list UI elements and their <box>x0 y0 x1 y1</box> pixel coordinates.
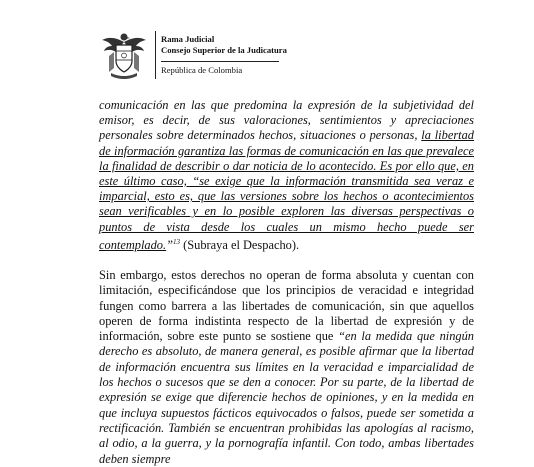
quote-text-2: la libertad de información garantiza las formas de comunicación en las que prevalece la finalidad de describir o dar noticia de lo acontecido. Es por ello que, en este último caso, “se exige que la información transmitida sea veraz e imparcial, esto es, que las versiones sobre los hechos o acontecimientos sean verificables y en lo posible exploren las diversas perspectivas o puntos de vista desde los cuales un mismo hecho puede ser contemplado. <box>99 128 474 252</box>
body-text-1: Sin embargo, estos derechos no operan de forma absoluta y cuentan con limitación, especificándose que los principios de veracidad e integridad fungen como barrera a las libertades de comunicación, sin que aquellos operen de forma indistinta respecto de la libertad de expresión y de información, sobre este punto se sostiene que <box>99 268 474 344</box>
country-name: República de Colombia <box>161 65 243 75</box>
footnote-ref: 13 <box>173 237 181 246</box>
quoted-paragraph <box>99 98 474 253</box>
quote-underlined-text <box>99 128 474 252</box>
header-divider-vertical <box>155 31 156 79</box>
institution-name <box>161 34 287 55</box>
body-paragraph <box>99 268 474 467</box>
institution-line-2: Consejo Superior de la Judicatura <box>161 44 287 55</box>
letterhead <box>99 28 299 80</box>
coat-of-arms-icon <box>99 28 149 80</box>
body-text-2-italic: “en la medida que ningún derecho es absoluto, de manera general, es posible afirmar que la libertad de información encuentra sus límites en la veracidad e imparcialidad de los hechos o sucesos que se den a conocer. Por su parte, de la libertad de expresión se exige que diferencie hechos de opiniones, y en la medida en que incluya supuestos fácticos equivocados o falsos, puede ser sometida a rectificación. También se encuentran prohibidas las apologías al racismo, al odio, a la guerra, y la pornografía infantil. Con todo, ambas libertades deben siempre <box>99 329 474 466</box>
quote-text-1: comunicación en las que predomina la expresión de la subjetividad del emisor, es decir, de sus valoraciones, sentimientos y apreciaciones personales sobre determinados hechos, situaciones o personas, <box>99 98 474 143</box>
institution-line-1: Rama Judicial <box>161 34 215 44</box>
header-divider-horizontal <box>161 61 279 62</box>
quote-attribution: (Subraya el Despacho). <box>180 237 300 252</box>
quote-closing-mark: ” <box>166 237 174 252</box>
